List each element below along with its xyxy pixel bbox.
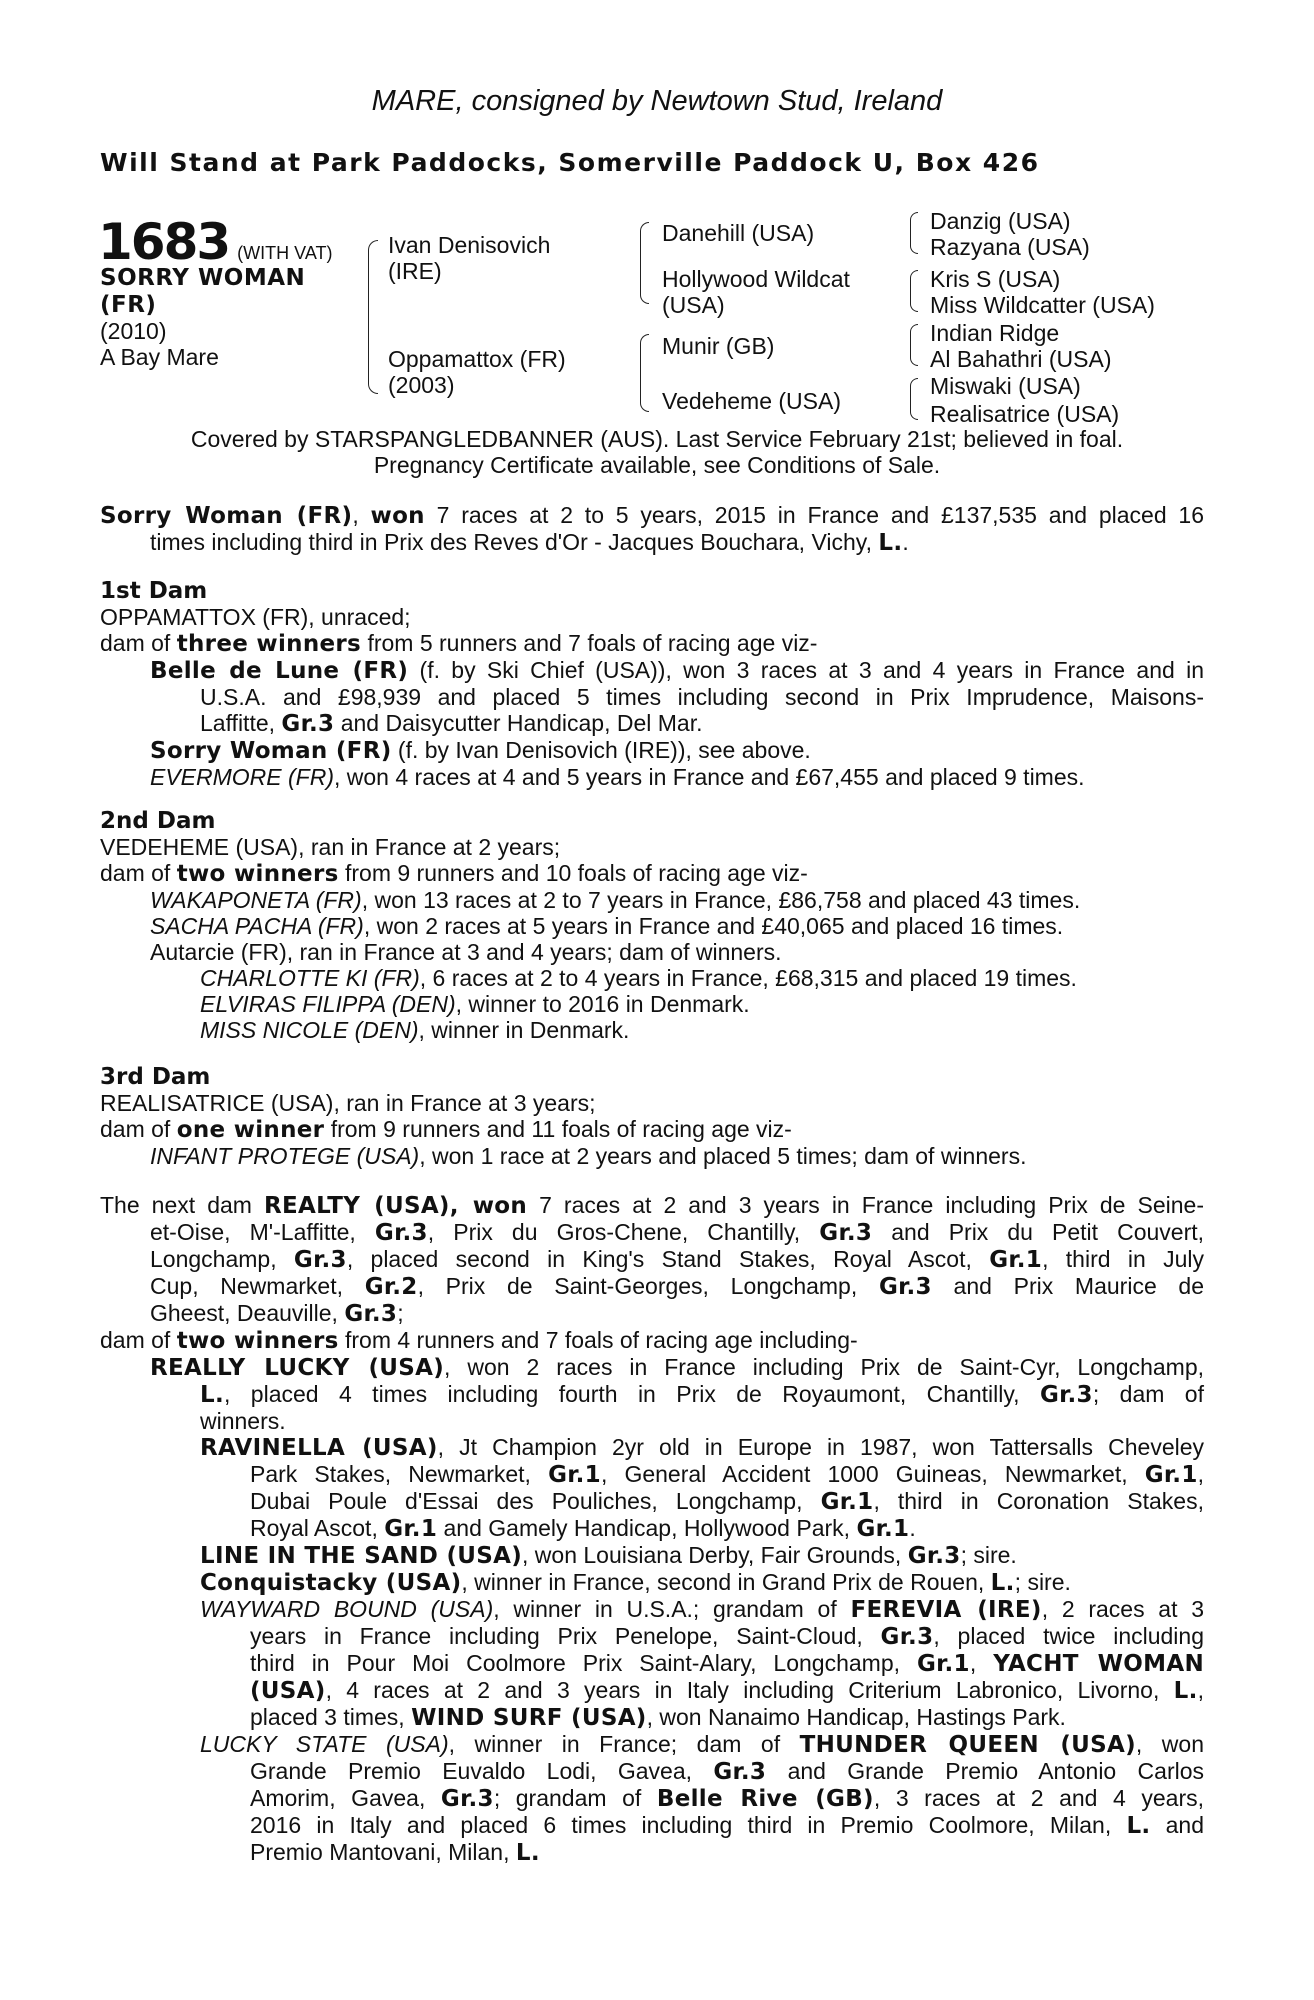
next-dam-line (100, 1354, 1204, 1381)
next-dam-line (100, 1758, 1204, 1785)
second-dam-line (100, 965, 1204, 991)
progeny-name: Belle de Lune (FR) (150, 658, 409, 684)
text: , third in Coronation Stakes, (873, 1488, 1204, 1514)
listed-marker: L. (990, 1570, 1015, 1596)
next-dam-section (100, 1192, 1204, 1866)
vat-label: (WITH VAT) (237, 243, 333, 263)
text: , won Louisiana Derby, Fair Grounds, (522, 1542, 902, 1568)
next-dam-line (100, 1839, 1204, 1866)
progeny-name: SACHA PACHA (FR) (150, 913, 364, 939)
text: , (1197, 1677, 1205, 1703)
dam-name-bold: REALTY (USA), won (263, 1193, 528, 1219)
next-dam-line (100, 1677, 1204, 1704)
next-dam-line (100, 1785, 1204, 1812)
text: Amorim, Gavea, (250, 1785, 426, 1811)
grade-marker: Gr.3 (907, 1543, 961, 1569)
sire-dam-line2: (USA) (662, 292, 725, 318)
text: , winner in France, second in Grand Prix de Rouen, (461, 1569, 985, 1595)
winners-bold: two winners (176, 861, 339, 887)
text: U.S.A. and £98,939 and placed 5 times including second in Prix Imprudence, Maisons- (200, 684, 1204, 710)
first-dam-line (100, 684, 1204, 710)
next-dam-line (100, 1434, 1204, 1461)
progeny-name: RAVINELLA (USA) (200, 1435, 438, 1461)
text: , Prix du Gros-Chene, Chantilly, (427, 1219, 801, 1245)
text: and Prix Maurice de (953, 1273, 1205, 1299)
intro-line (100, 529, 1204, 556)
grade-marker: Gr.3 (440, 1786, 494, 1812)
pedigree-brace-sd (910, 270, 918, 312)
progeny-name: LINE IN THE SAND (USA) (200, 1543, 523, 1569)
lot-number-line (98, 214, 332, 270)
grade-marker: Gr.3 (374, 1220, 428, 1246)
progeny-name: ELVIRAS FILIPPA (DEN) (200, 991, 456, 1017)
dss-name: Indian Ridge (930, 320, 1060, 346)
text: from 4 runners and 7 foals of racing age including- (344, 1327, 858, 1353)
intro-line: Sorry Woman (FR), won 7 races at 2 to 5 years, 2015 in France and £137,535 and placed 16 (100, 502, 1205, 529)
dam-name: Oppamattox (FR) (388, 346, 566, 372)
listed-marker: L. (1173, 1678, 1198, 1704)
next-dam-line (100, 1623, 1204, 1650)
progeny-name: YACHT WOMAN (993, 1651, 1204, 1677)
progeny-name: LUCKY STATE (USA) (200, 1731, 449, 1757)
progeny-name: CHARLOTTE KI (FR) (200, 965, 420, 991)
sire-country: (IRE) (388, 258, 442, 284)
text: from 9 runners and 11 foals of racing age viz- (330, 1116, 792, 1142)
text: , Prix de Saint-Georges, Longchamp, (417, 1273, 858, 1299)
text: , 2 races at 3 (1041, 1596, 1205, 1622)
location-heading: Will Stand at Park Paddocks, Somerville Paddock U, Box 426 (100, 148, 1040, 177)
pedigree-brace-sire (640, 222, 649, 304)
text: Longchamp, (150, 1246, 277, 1272)
grade-marker: Gr.1 (384, 1516, 438, 1542)
text: Grande Premio Euvaldo Lodi, Gavea, (250, 1758, 693, 1784)
text: , placed 4 times including fourth in Prix de Royaumont, Chantilly, (224, 1381, 1020, 1407)
text: . (909, 1515, 916, 1541)
progeny-name: REALLY LUCKY (USA) (150, 1355, 445, 1381)
progeny-name: WAKAPONETA (FR) (150, 887, 362, 913)
ssd-name: Razyana (USA) (930, 234, 1090, 260)
pedigree-brace-dam (640, 334, 649, 412)
next-dam-line (100, 1596, 1204, 1623)
horse-name (100, 265, 340, 319)
horse-name-line2: (FR) (100, 292, 157, 318)
second-dam-line (100, 887, 1204, 913)
lot-number: 1683 (98, 213, 230, 271)
text: Cup, Newmarket, (150, 1273, 343, 1299)
grade-marker: Gr.1 (856, 1516, 910, 1542)
text: ; grandam of (493, 1785, 642, 1811)
text: , (1197, 1461, 1205, 1487)
sds-name: Kris S (USA) (930, 266, 1061, 292)
second-dam-line (100, 991, 1204, 1017)
grade-marker: Gr.1 (1144, 1462, 1198, 1488)
sire-name: Ivan Denisovich (388, 232, 551, 258)
text: and Daisycutter Handicap, Del Mar. (340, 710, 703, 736)
page-subtitle: MARE, consigned by Newtown Stud, Ireland (371, 85, 943, 117)
next-dam-line (100, 1300, 1204, 1327)
grade-marker: Gr.3 (293, 1247, 347, 1273)
next-dam-line (100, 1488, 1204, 1515)
sss-name: Danzig (USA) (930, 208, 1071, 234)
listed-marker: L. (515, 1840, 540, 1866)
progeny-name: MISS NICOLE (DEN) (200, 1017, 419, 1043)
text: Gheest, Deauville, (150, 1300, 338, 1326)
grade-marker: Gr.3 (880, 1624, 934, 1650)
progeny-name: Belle Rive (GB) (656, 1786, 874, 1812)
text: ; dam of (1092, 1381, 1204, 1407)
first-dam-line (100, 710, 1204, 737)
listed-marker: L. (878, 530, 903, 556)
ddd-name: Realisatrice (USA) (930, 401, 1120, 427)
text: Dubai Poule d'Essai des Pouliches, Longchamp, (250, 1488, 803, 1514)
text: , winner in Denmark. (418, 1017, 630, 1043)
dam-sire: Munir (GB) (662, 333, 775, 359)
text: , won 4 races at 4 and 5 years in France and £67,455 and placed 9 times. (334, 764, 1085, 790)
grade-marker: Gr.1 (820, 1489, 874, 1515)
text: third in Pour Moi Coolmore Prix Saint-Alary, Longchamp, (250, 1650, 901, 1676)
text: from 9 runners and 10 foals of racing age viz- (344, 860, 808, 886)
text: and Gamely Handicap, Hollywood Park, (443, 1515, 851, 1541)
next-dam-line: winners. (200, 1408, 286, 1434)
winners-bold: two winners (176, 1328, 339, 1354)
dam-year: (2003) (388, 372, 455, 398)
text: Royal Ascot, (250, 1515, 378, 1541)
next-dam-line (100, 1219, 1204, 1246)
text: , General Accident 1000 Guineas, Newmarket, (600, 1461, 1128, 1487)
text: , 4 races at 2 and 3 years in Italy including Criterium Labronico, Livorno, (325, 1677, 1160, 1703)
text: and Grande Premio Antonio Carlos (787, 1758, 1205, 1784)
next-dam-line (100, 1246, 1204, 1273)
text: and Prix du Petit Couvert, (891, 1219, 1205, 1245)
second-dam-line (100, 1017, 1204, 1043)
text: placed 3 times, (250, 1704, 405, 1730)
first-dam-line (100, 657, 1204, 684)
winners-bold: three winners (176, 631, 362, 657)
next-dam-line (100, 1731, 1204, 1758)
next-dam-line (100, 1812, 1204, 1839)
second-dam-heading: 2nd Dam (100, 808, 216, 834)
grade-marker: Gr.2 (364, 1274, 418, 1300)
intro-paragraph (100, 502, 1204, 556)
text: , placed second in King's Stand Stakes, Royal Ascot, (346, 1246, 972, 1272)
text: ; sire. (960, 1542, 1017, 1568)
listed-marker: L. (200, 1382, 224, 1408)
first-dam-line: OPPAMATTOX (FR), unraced; (100, 604, 411, 630)
grade-marker: Gr.3 (344, 1301, 398, 1327)
pregnancy-note: Pregnancy Certificate available, see Conditions of Sale. (373, 452, 941, 478)
first-dam-line (100, 764, 1204, 790)
next-dam-line (100, 1515, 1204, 1542)
dds-name: Miswaki (USA) (930, 373, 1081, 399)
dsd-name: Al Bahathri (USA) (930, 346, 1112, 372)
second-dam-section (100, 808, 1204, 1043)
text: 7 races at 2 and 3 years in France including Prix de Seine- (539, 1192, 1204, 1218)
progeny-name: Sorry Woman (FR) (150, 738, 392, 764)
text: , 3 races at 2 and 4 years, (873, 1785, 1205, 1811)
progeny-name: EVERMORE (FR) (150, 764, 334, 790)
grade-marker: Gr.3 (819, 1220, 873, 1246)
next-dam-line (100, 1542, 1204, 1569)
text: (f. by Ivan Denisovich (IRE)), see above. (397, 737, 811, 763)
grade-marker: Gr.1 (548, 1462, 601, 1488)
progeny-name: WIND SURF (USA) (411, 1705, 647, 1731)
text: The next dam (100, 1192, 252, 1218)
text: , won 1 race at 2 years and placed 5 times; dam of winners. (419, 1143, 1027, 1169)
progeny-name: THUNDER QUEEN (USA) (799, 1732, 1136, 1758)
second-dam-line (100, 913, 1204, 939)
intro-text: times including third in Prix des Reves d'Or - Jacques Bouchara, Vichy, (150, 529, 872, 555)
horse-description: A Bay Mare (100, 344, 219, 370)
text: , placed twice including (933, 1623, 1204, 1649)
text: Premio Mantovani, Milan, (250, 1839, 510, 1865)
third-dam-line: REALISATRICE (USA), ran in France at 3 years; (100, 1090, 596, 1116)
text: , won 13 races at 2 to 7 years in France, £86,758 and placed 43 times. (361, 887, 1081, 913)
progeny-name: FEREVIA (IRE) (850, 1597, 1042, 1623)
text: ; sire. (1014, 1569, 1071, 1595)
grade-marker: Gr.3 (713, 1759, 767, 1785)
third-dam-line (100, 1116, 1204, 1143)
progeny-name: INFANT PROTEGE (USA) (150, 1143, 420, 1169)
text: et-Oise, M'-Laffitte, (150, 1219, 356, 1245)
text: from 5 runners and 7 foals of racing age viz- (367, 630, 818, 656)
first-dam-line (100, 630, 1204, 657)
third-dam-heading: 3rd Dam (100, 1064, 211, 1090)
covered-note: Covered by STARSPANGLEDBANNER (AUS). Last Service February 21st; believed in foal. (190, 426, 1124, 452)
horse-name-line1: SORRY WOMAN (100, 265, 306, 291)
text: dam of (100, 630, 171, 656)
text: , won Nanaimo Handicap, Hastings Park. (646, 1704, 1066, 1730)
text: Laffitte, (200, 710, 276, 736)
next-dam-line (100, 1461, 1204, 1488)
text: , third in July (1042, 1246, 1204, 1272)
grade-marker: Gr.3 (1039, 1382, 1093, 1408)
text: Park Stakes, Newmarket, (250, 1461, 531, 1487)
next-dam-line (100, 1650, 1204, 1677)
pedigree-brace-dd (910, 378, 918, 420)
listed-marker: L. (1126, 1813, 1151, 1839)
progeny-name: (USA) (250, 1678, 326, 1704)
sire-sire: Danehill (USA) (662, 220, 815, 246)
next-dam-line (100, 1327, 1204, 1354)
text: , winner to 2016 in Denmark. (455, 991, 750, 1017)
intro-text: . (902, 529, 909, 555)
text: , (969, 1650, 977, 1676)
grade-marker: Gr.1 (916, 1651, 970, 1677)
first-dam-section (100, 578, 1204, 790)
text: dam of (100, 860, 171, 886)
text: , Jt Champion 2yr old in Europe in 1987, won Tattersalls Cheveley (437, 1434, 1205, 1460)
grade-marker: Gr.1 (989, 1247, 1043, 1273)
dam-dam: Vedeheme (USA) (662, 388, 841, 414)
text: (f. by Ski Chief (USA)), won 3 races at 3 and 4 years in France and in (419, 657, 1205, 683)
text: , won (1135, 1731, 1204, 1757)
won-bold: won (370, 503, 425, 529)
progeny-name: WAYWARD BOUND (USA) (200, 1596, 494, 1622)
next-dam-line (100, 1381, 1204, 1408)
first-dam-line (100, 737, 1204, 764)
text: dam of (100, 1327, 171, 1353)
winners-bold: one winner (176, 1117, 325, 1143)
grade-marker: Gr.3 (281, 711, 335, 737)
next-dam-line (100, 1569, 1204, 1596)
text: , won 2 races at 5 years in France and £40,065 and placed 16 times. (363, 913, 1064, 939)
pedigree-brace-ss (910, 212, 918, 254)
text: and (1165, 1812, 1205, 1838)
text: , won 2 races in France including Prix de Saint-Cyr, Longchamp, (444, 1354, 1204, 1380)
next-dam-line (100, 1192, 1204, 1219)
second-dam-line: VEDEHEME (USA), ran in France at 2 years; (100, 834, 561, 860)
horse-name-bold: Sorry Woman (FR) (100, 503, 353, 529)
text: dam of (100, 1116, 171, 1142)
foaled-year: (2010) (100, 318, 167, 344)
text: , 6 races at 2 to 4 years in France, £68,315 and placed 19 times. (419, 965, 1077, 991)
third-dam-line (100, 1143, 1204, 1169)
next-dam-line (100, 1704, 1204, 1731)
first-dam-heading: 1st Dam (100, 578, 208, 604)
text: years in France including Prix Penelope, Saint-Cloud, (250, 1623, 863, 1649)
third-dam-section (100, 1064, 1204, 1169)
sdd-name: Miss Wildcatter (USA) (930, 292, 1155, 318)
second-dam-line: Autarcie (FR), ran in France at 3 and 4 years; dam of winners. (150, 939, 782, 965)
sire-dam-line1: Hollywood Wildcat (662, 266, 850, 292)
progeny-name: Conquistacky (USA) (200, 1570, 462, 1596)
second-dam-line (100, 860, 1204, 887)
next-dam-line (100, 1273, 1204, 1300)
text: , winner in U.S.A.; grandam of (493, 1596, 837, 1622)
intro-text: 7 races at 2 to 5 years, 2015 in France and £137,535 and placed 16 (436, 502, 1205, 528)
grade-marker: Gr.3 (878, 1274, 932, 1300)
pedigree-brace-ds (910, 324, 918, 366)
text: , winner in France; dam of (448, 1731, 781, 1757)
text: 2016 in Italy and placed 6 times including third in Premio Coolmore, Milan, (250, 1812, 1112, 1838)
text: ; (397, 1300, 404, 1326)
pedigree-brace-main (368, 240, 378, 394)
